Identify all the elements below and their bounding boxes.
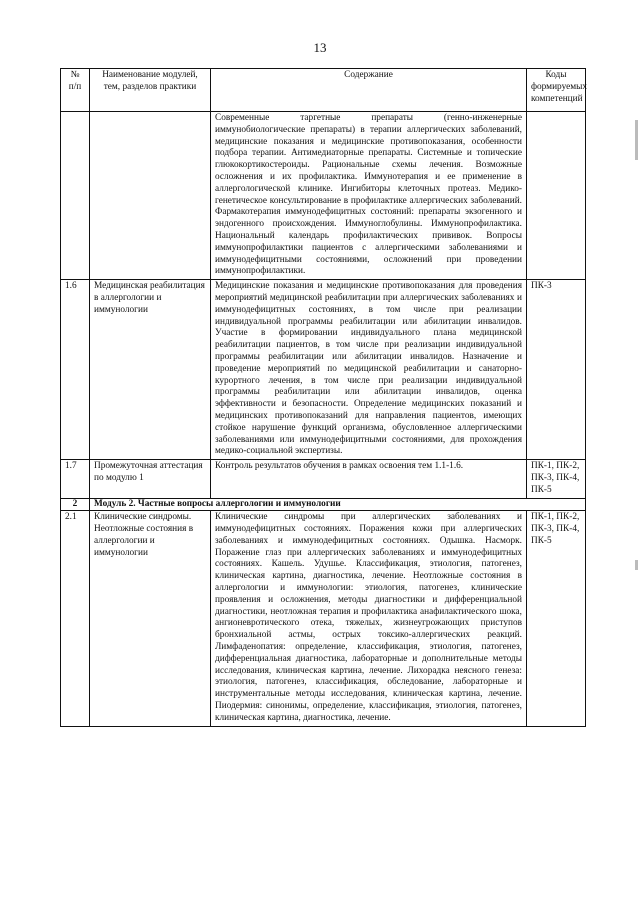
row-content: Контроль результатов обучения в рамках освоения тем 1.1-1.6. [211,460,527,498]
header-name: Наименование модулей, тем, разделов практики [90,69,211,112]
row-codes: ПК-1, ПК-2, ПК-3, ПК-4, ПК-5 [527,460,586,498]
row-name: Медицинская реабилитация в аллергологии и иммунологии [90,280,211,460]
module-title: Модуль 2. Частные вопросы аллергологии и иммунологии [90,498,586,511]
table-row [61,511,586,726]
table-row [61,280,586,460]
header-num: № п/п [61,69,90,112]
module-heading-row [61,498,586,511]
scan-edge-mark [635,560,638,570]
row-content: Современные таргетные препараты (генно-инженерные иммунобиологические препараты) в терапии аллергических заболеваний, медицинские показания и медицинские противопоказания, особенности подбора терапии. Антимедиаторные препараты. Системные и топические глюкокортикостероиды. Рациональные схемы лечения. Возможные осложнения и их профилактика. Иммунотерапия и ее применение в аллергологической клинике. Ингибиторы клеточных протеаз. Медико-генетическое консультирование в профилактике аллергических заболеваний. Фармакотерапия иммунодефицитных состояний: препараты экзогенного и эндогенного происхождения. Иммуноглобулины. Иммунопрофилактика. Национальный календарь профилактических прививок. Вопросы иммунопрофилактики пациентов с аллергическими заболеваниями и иммунодефицитными состояниями, осложнений при проведении иммунопрофилактики. [211,112,527,280]
row-num: 1.6 [61,280,90,460]
row-name: Клинические синдромы. Неотложные состояния в аллергологии и иммунологии [90,511,211,726]
module-num: 2 [61,498,90,511]
header-codes: Коды формируемых компетенций [527,69,586,112]
program-table [60,68,586,727]
table-header-row [61,69,586,112]
row-codes: ПК-1, ПК-2, ПК-3, ПК-4, ПК-5 [527,511,586,726]
page-number: 13 [313,40,327,55]
row-content: Медицинские показания и медицинские противопоказания для проведения мероприятий медицинской реабилитации при аллергических заболеваниях и иммунодефицитных состояниях, в том числе при реализации индивидуальной программы реабилитации или абилитации инвалидов. Участие в формировании индивидуального плана медицинской реабилитации пациентов, в том числе при реализации индивидуальной программы реабилитации или абилитации инвалидов. Назначение и проведение мероприятий по медицинской реабилитации и санаторно-курортного лечения, в том числе при реализации индивидуальной программы реабилитации или абилитации инвалидов, оценка эффективности и безопасности. Определение медицинских показаний и медицинских противопоказаний для направления пациентов, имеющих стойкое нарушение функций организма, обусловленное аллергическими заболеваниями или иммунодефицитными состояниями, для прохождения медико-социальной экспертизы. [211,280,527,460]
row-num: 2.1 [61,511,90,726]
row-name: Промежуточная аттестация по модулю 1 [90,460,211,498]
table-row [61,460,586,498]
table-row [61,112,586,280]
row-content: Клинические синдромы при аллергических заболеваниях и иммунодефицитных состояниях. Поражения кожи при аллергических заболеваниях и иммунодефицитных состояниях. Одышка. Насморк. Поражение глаз при аллергических заболеваниях и иммунодефицитных состояниях. Кашель. Удушье. Классификация, этиология, патогенез, клиническая картина, диагностика, лечение. Неотложные состояния в аллергологии и иммунологии: этиология, патогенез, клинические проявления и осложнения, методы диагностики и дифференциальной диагностики, неотложная терапия и профилактика анафилактического шока, ангионевротического отека, тяжелых, жизнеугрожающих приступов бронхиальной астмы, острых токсико-аллергических реакций. Лимфаденопатия: определение, классификация, этиология, патогенез, дифференциальная диагностика, лабораторные и дополнительные методы исследования, клиническая картина, лечение. Лихорадка неясного генеза: этиология, патогенез, классификация, обследование, лабораторные и инструментальные методы исследования, клиническая картина, лечение. Пиодермия: синонимы, определение, классификация, этиология, патогенез, клиническая картина, диагностика, лечение. [211,511,527,726]
row-codes [527,112,586,280]
row-num: 1.7 [61,460,90,498]
row-codes: ПК-3 [527,280,586,460]
row-num [61,112,90,280]
row-name [90,112,211,280]
header-content: Содержание [211,69,527,112]
scan-edge-mark [635,120,638,160]
